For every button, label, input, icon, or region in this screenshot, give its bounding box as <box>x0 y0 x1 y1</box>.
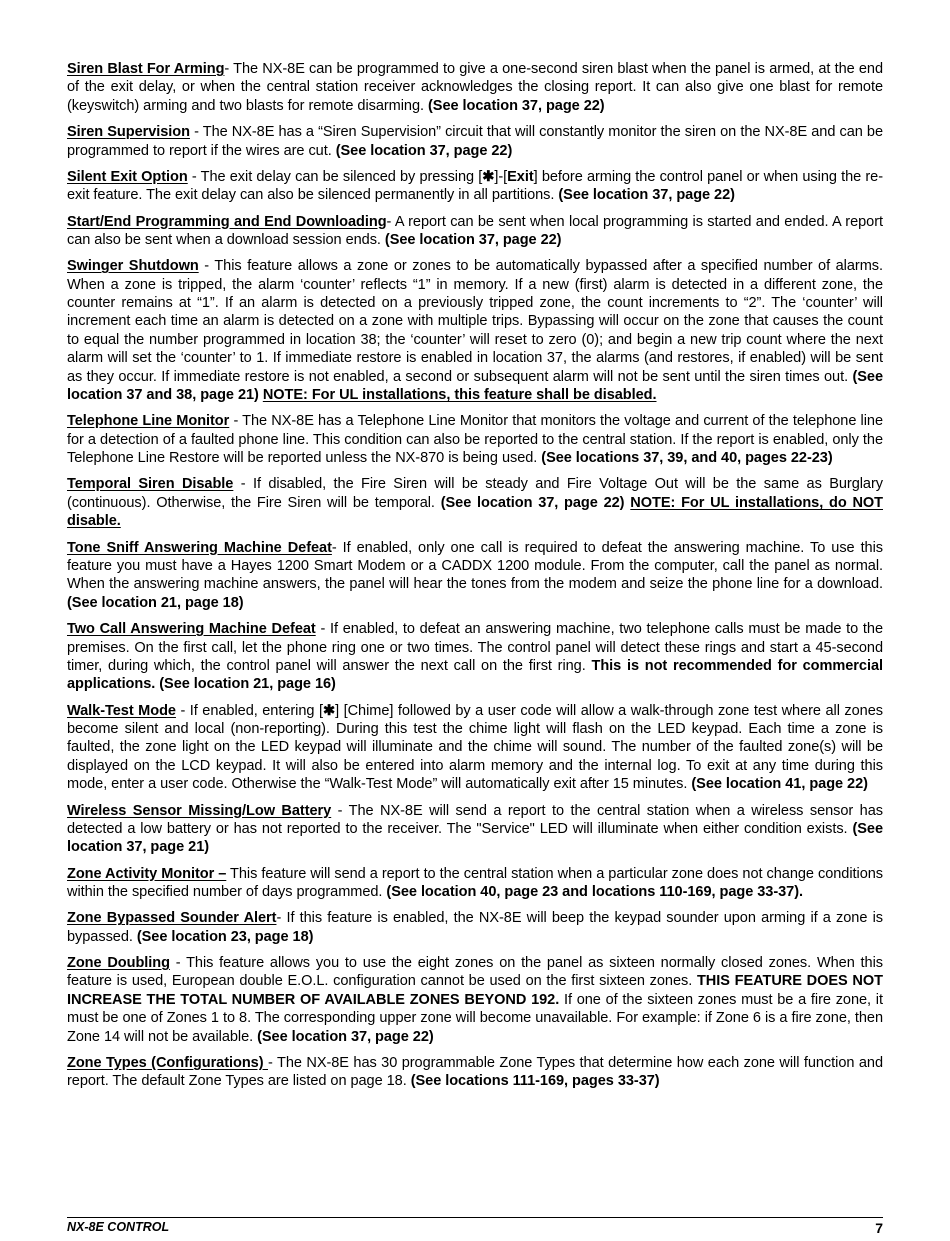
location-reference: (See location 41, page 22) <box>691 776 868 793</box>
feature-term: Siren Supervision <box>67 124 190 141</box>
emphasis-text: This is not recommended for commercial applications. <box>67 657 883 693</box>
description-text: If one of the sixteen zones must be a fire zone, it must be one of Zones 1 to 8. The corresponding upper zone will become unavailable. For example: if Zone 6 is a fire zone, then Zone 14 will not be available. <box>67 991 883 1045</box>
page-number: 7 <box>875 1220 883 1236</box>
location-reference: (See location 23, page 18) <box>136 928 314 945</box>
description-text: - If enabled, only one call is required to defeat the answering machine. To use this feature you must have a Hayes 1200 Smart Modem or a CADDX 1200 module. From the computer, call the panel as normal. When the answering machine answers, the panel will hear the tones from the modem and seize the phone line for a download. <box>67 539 884 593</box>
emphasis-text: ✱ <box>322 702 336 719</box>
emphasis-text: THIS FEATURE DOES NOT INCREASE THE TOTAL NUMBER OF AVAILABLE ZONES BEYOND 192. <box>67 973 883 1008</box>
location-reference: (See location 37, page 21) <box>67 820 883 856</box>
feature-paragraph <box>67 865 883 902</box>
emphasis-text: ✱ <box>482 168 495 185</box>
feature-term: Siren Blast For Arming <box>67 61 225 77</box>
description-text: - The NX-8E has 30 programmable Zone Types that determine how each zone will function and report. The default Zone Types are listed on page 18. <box>67 1054 883 1090</box>
location-reference: (See location 37, page 22) <box>384 231 562 248</box>
location-reference: (See location 37, page 22) <box>440 494 625 511</box>
feature-paragraph <box>67 412 883 467</box>
description-text: - A report can be sent when local programming is started and ended. A report can also be sent when a download session ends. <box>67 213 883 248</box>
ul-note: NOTE: For UL installations, do NOT disable. <box>67 494 883 530</box>
location-reference: (See location 40, page 23 and locations 110-169, page 33-37). <box>386 884 803 901</box>
description-text: This feature will send a report to the central station when a particular zone does not change conditions within the specified number of days programmed. <box>67 865 883 901</box>
location-reference: (See location 37, page 22) <box>335 142 513 159</box>
feature-term: Silent Exit Option <box>67 168 188 185</box>
location-reference: (See location 37, page 22) <box>558 187 735 204</box>
description-text: ]-[ <box>494 168 508 185</box>
description-text: - The NX-8E has a “Siren Supervision” circuit that will constantly monitor the siren on the NX-8E and can be programmed to report if the wires are cut. <box>67 124 883 159</box>
feature-term: Zone Types (Configurations) <box>67 1054 268 1071</box>
feature-paragraph <box>67 620 883 694</box>
feature-term: Walk-Test Mode <box>67 702 176 719</box>
feature-paragraph <box>67 213 883 250</box>
feature-term: Start/End Programming and End Downloading <box>67 213 387 230</box>
feature-term: Wireless Sensor Missing/Low Battery <box>67 802 332 819</box>
description-text: - This feature allows you to use the eight zones on the panel as sixteen normally closed zones. When this feature is used, European double E.O.L. configuration cannot be used on the first sixteen zones. <box>67 955 883 990</box>
location-reference: (See locations 37, 39, and 40, pages 22-23) <box>541 450 833 467</box>
feature-term: Zone Doubling <box>67 955 170 972</box>
location-reference: (See location 21, page 18) <box>67 594 244 611</box>
feature-paragraph <box>67 909 883 946</box>
feature-term: Zone Activity Monitor – <box>67 865 227 882</box>
description-text: ] before arming the control panel or when using the re-exit feature. The exit delay can also be silenced permanently in all partitions. <box>67 168 883 204</box>
description-text: - The NX-8E will send a report to the central station when a wireless sensor has detected a low battery or has not reported to the receiver. The "Service" LED will illuminate when either condition exists. <box>67 802 883 837</box>
feature-term: Swinger Shutdown <box>67 258 199 275</box>
location-reference: (See location 37 and 38, page 21) <box>67 368 883 404</box>
description-text: - The NX-8E has a Telephone Line Monitor that monitors the voltage and current of the telephone line for a detection of a faulted phone line. This condition can also be reported to the central station. If the report is enabled, only the Telephone Line Restore will be reported unless the NX-870 is being used. <box>67 413 883 467</box>
feature-paragraph <box>67 802 883 857</box>
location-reference: (See location 37, page 22) <box>428 97 605 114</box>
feature-paragraph <box>67 60 883 115</box>
feature-paragraph <box>67 123 883 160</box>
description-text: - If enabled, to defeat an answering machine, two telephone calls must be made to the premises. On the first call, let the phone ring one or two times. The control panel will detect these rings and start a 45-second timer, during which, the control panel will answer the next call on the first ring. <box>67 621 883 674</box>
description-text: ] [Chime] followed by a user code will allow a walk-through zone test where all zones become silent and local (non-reporting). During this test the chime light will flash on the LED keypad. Each time a zone is faulted, the zone light on the LED keypad will illuminate and the chime will sound. The number of the faulted zone(s) will be displayed on the LCD keypad. It will also be entered into alarm memory and the internal log. To exit at any time during this mode, enter a user code. Otherwise the “Walk-Test Mode” will automatically exit after 15 minutes. <box>67 702 883 793</box>
location-reference: (See locations 111-169, pages 33-37) <box>410 1073 660 1090</box>
feature-paragraph <box>67 168 883 205</box>
ul-note: NOTE: For UL installations, this feature shall be disabled. <box>262 387 657 404</box>
location-reference: (See location 37, page 22) <box>257 1028 434 1045</box>
description-text: - If enabled, entering [ <box>175 702 323 719</box>
feature-term: Tone Sniff Answering Machine Defeat <box>67 539 332 556</box>
description-text: - If this feature is enabled, the NX-8E will beep the keypad sounder upon arming if a zone is bypassed. <box>67 910 883 945</box>
description-text: - This feature allows a zone or zones to be automatically bypassed after a specified number of alarms. When a zone is tripped, the alarm ‘counter’ reflects “1” in memory. If a new (first) alarm is detected in a different zone, the counter remains at “1”. If an alarm is detected on a previously tripped zone, the count increments to “2”. The ‘counter’ will increment each time an alarm is detected on a zone with multiple trips. Bypassing will occur on the zone that causes the count to equal the number programmed in location 38; the ‘counter’ will reset to zero (0); and begin a new trip count where the next alarm will set the ‘counter’ to 1. If immediate restore is enabled in location 37, the alarms (and restores, if enabled) will be sent as they occur. If immediate restore is not enabled, a second or subsequent alarm will not be sent until the siren times out. <box>67 258 883 385</box>
feature-term: Two Call Answering Machine Defeat <box>67 621 316 638</box>
description-text: - If disabled, the Fire Siren will be steady and Fire Voltage Out will be the same as Burglary (continuous). Otherwise, the Fire Siren will be temporal. <box>67 476 883 511</box>
feature-paragraph <box>67 475 883 530</box>
description-text: - The exit delay can be silenced by pressing [ <box>187 168 483 185</box>
feature-paragraph <box>67 1054 883 1091</box>
description-text: - The NX-8E can be programmed to give a one-second siren blast when the panel is armed, at the end of the exit delay, or when the central station receiver acknowledges the closing report. It can also give one blast for remote (keyswitch) arming and two blasts for remote disarming. <box>67 61 883 114</box>
footer-divider <box>67 1217 883 1218</box>
feature-paragraph <box>67 257 883 404</box>
footer-product-name: NX-8E CONTROL <box>67 1220 170 1234</box>
feature-term: Telephone Line Monitor <box>67 413 230 430</box>
document-body <box>67 60 883 1099</box>
emphasis-text: Exit <box>507 168 534 185</box>
feature-term: Zone Bypassed Sounder Alert <box>67 910 277 927</box>
feature-paragraph <box>67 954 883 1046</box>
feature-paragraph <box>67 539 883 613</box>
feature-term: Temporal Siren Disable <box>67 476 234 493</box>
location-reference: (See location 21, page 16) <box>159 676 336 693</box>
feature-paragraph <box>67 702 883 794</box>
